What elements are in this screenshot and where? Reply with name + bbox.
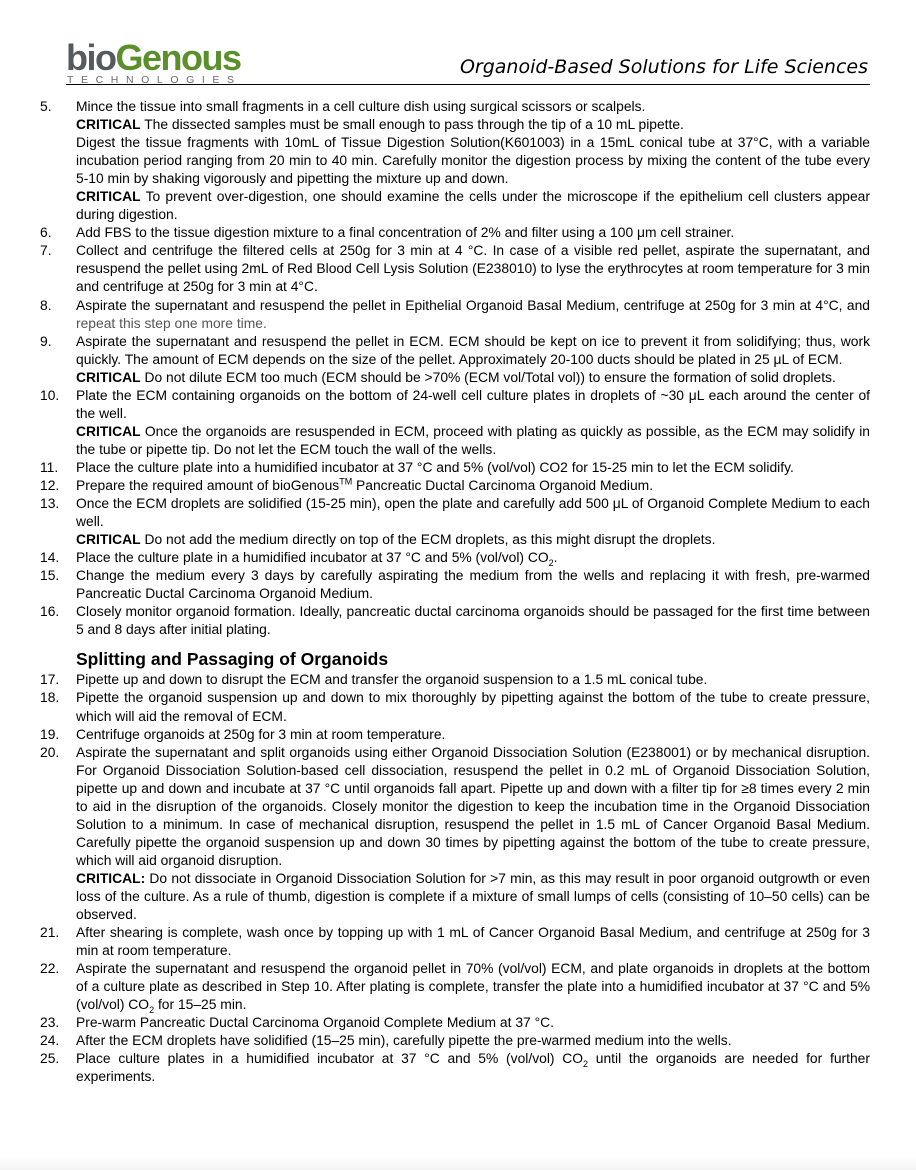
step-body	[76, 548, 870, 566]
step-number: 15.	[40, 567, 60, 584]
step-body	[76, 1049, 870, 1085]
step-23	[40, 1013, 870, 1031]
step-text: Place the culture plate into a humidified incubator at 37 °C and 5% (vol/vol) CO2 for 15-25 min to let the ECM solidify.	[76, 458, 794, 475]
step-7	[40, 241, 870, 295]
step-text-a: Place culture plates in a humidified incubator at 37 °C and 5% (vol/vol) CO	[76, 1050, 584, 1067]
step-number: 24.	[40, 1032, 60, 1049]
step-number: 12.	[40, 476, 60, 493]
step-body	[76, 386, 870, 458]
protocol-steps	[40, 97, 870, 1085]
step-10	[40, 386, 870, 458]
step-text	[76, 959, 870, 1016]
subscript: 2	[583, 1059, 589, 1070]
step-text-a: Aspirate the supernatant and resuspend the organoid pellet in 70% (vol/vol) ECM, and plate organoids in droplets at the bottom of a culture plate as described in Step 10. After plating is complete, transfer the plate into a humidified incubator at 37 °C and 5% (vol/vol) CO	[76, 960, 870, 1013]
logo-bio: bio	[66, 37, 116, 78]
step-text-a: Place the culture plate in a humidified incubator at 37 °C and 5% (vol/vol) CO	[76, 549, 549, 566]
step-number: 14.	[40, 549, 60, 566]
step-body	[76, 476, 870, 494]
step-24	[40, 1031, 870, 1049]
step-body	[76, 923, 870, 959]
step-text: Mince the tissue into small fragments in a cell culture dish using surgical scissors or scalpels.	[76, 98, 646, 114]
step-body	[76, 725, 870, 743]
step-text-gray: repeat this step one more time.	[76, 314, 267, 331]
step-15	[40, 566, 870, 602]
step-number: 23.	[40, 1014, 60, 1031]
step-body	[76, 670, 870, 688]
step-body	[76, 494, 870, 548]
logo-technologies: TECHNOLOGIES	[67, 74, 242, 86]
critical-note	[76, 869, 870, 923]
step-body	[76, 97, 870, 223]
step-18	[40, 688, 870, 724]
step-text: Closely monitor organoid formation. Ideally, pancreatic ductal carcinoma organoids should be passaged for the first time between 5 and 8 days after initial plating.	[76, 603, 870, 638]
step-text-b: until the organoids are needed for further experiments.	[76, 1050, 870, 1085]
step-number: 22.	[40, 960, 60, 977]
step-text: After shearing is complete, wash once by topping up with 1 mL of Cancer Organoid Basal Medium, and centrifuge at 250g for 3 min at room temperature.	[76, 924, 870, 959]
critical-text: Do not dilute ECM too much (ECM should be >70% (ECM vol/Total vol)) to ensure the formation of solid droplets.	[140, 368, 836, 385]
step-number: 21.	[40, 924, 60, 941]
step-text-a: Prepare the required amount of bioGenous	[76, 476, 340, 493]
step-number: 25.	[40, 1050, 60, 1067]
step-body	[76, 458, 870, 476]
step-number: 20.	[40, 743, 60, 760]
step-16	[40, 602, 870, 638]
critical-text: The dissected samples must be small enough to pass through the tip of a 10 mL pipette.	[140, 116, 684, 133]
critical-label: CRITICAL:	[76, 869, 146, 886]
step-text	[76, 1049, 870, 1085]
step-body	[76, 959, 870, 1016]
critical-label: CRITICAL	[76, 116, 141, 133]
step-13	[40, 494, 870, 548]
header-tagline: Organoid-Based Solutions for Life Sciences	[459, 56, 868, 78]
step-text: Collect and centrifuge the filtered cells at 250g for 3 min at 4 °C. In case of a visible red pellet, aspirate the supernatant, and resuspend the pellet using 2mL of Red Blood Cell Lysis Solution (E238010) to lyse the erythrocytes at room temperature for 3 min and centrifuge at 250g for 3 min at 4°C.	[76, 242, 870, 295]
step-number: 13.	[40, 495, 60, 512]
critical-note	[76, 368, 870, 386]
step-text: Centrifuge organoids at 250g for 3 min at room temperature.	[76, 725, 446, 742]
step-number: 9.	[40, 332, 52, 349]
header-divider	[66, 84, 870, 85]
step-text: Change the medium every 3 days by carefully aspirating the medium from the wells and replacing it with fresh, pre-warmed Pancreatic Ductal Carcinoma Organoid Medium.	[76, 567, 870, 602]
step-22	[40, 959, 870, 1016]
critical-text: To prevent over-digestion, one should examine the cells under the microscope if the epithelium cell clusters appear during digestion.	[76, 188, 870, 223]
step-number: 17.	[40, 671, 60, 688]
step-body	[76, 1013, 870, 1031]
step-number: 16.	[40, 603, 60, 620]
step-text-b: for 15–25 min.	[154, 996, 247, 1013]
step-number: 11.	[40, 458, 59, 475]
step-number: 19.	[40, 725, 60, 742]
step-9	[40, 332, 870, 386]
step-paragraph: Digest the tissue fragments with 10mL of Tissue Digestion Solution(K601003) in a 15mL conical tube at 37°C, with a variable incubation period ranging from 20 min to 40 min. Carefully monitor the digestion process by mixing the content of the tube every 5-10 min by shaking vigorously and pipetting the mixture up and down.	[76, 134, 870, 187]
critical-note	[76, 187, 870, 223]
step-body	[76, 332, 870, 386]
logo-wordmark	[66, 37, 266, 78]
section-heading: Splitting and Passaging of Organoids	[76, 649, 389, 670]
step-text: After the ECM droplets have solidified (15–25 min), carefully pipette the pre-warmed medium into the wells.	[76, 1032, 732, 1049]
step-25	[40, 1049, 870, 1085]
step-text-b: .	[553, 549, 558, 566]
step-text: Aspirate the supernatant and resuspend the pellet in ECM. ECM should be kept on ice to prevent it from solidifying; thus, work quickly. The amount of ECM depends on the size of the pellet. Approximately 20-100 ducts should be plated in 25 μL of ECM.	[76, 332, 870, 367]
step-body	[76, 566, 870, 602]
critical-label: CRITICAL	[76, 368, 141, 385]
subscript: 2	[149, 1005, 155, 1016]
step-number: 18.	[40, 689, 60, 706]
step-text: Pre-warm Pancreatic Ductal Carcinoma Organoid Complete Medium at 37 °C.	[76, 1014, 554, 1031]
step-5	[40, 97, 870, 223]
critical-note	[76, 422, 870, 458]
step-text-main: Aspirate the supernatant and resuspend the pellet in Epithelial Organoid Basal Medium, centrifuge at 250g for 3 min at 4°C, and	[76, 296, 870, 313]
step-6	[40, 223, 870, 241]
trademark-superscript: TM	[339, 476, 353, 487]
critical-label: CRITICAL	[76, 188, 141, 205]
critical-label: CRITICAL	[76, 531, 141, 548]
step-text: Once the ECM droplets are solidified (15-25 min), open the plate and carefully add 500 μL of Organoid Complete Medium to each well.	[76, 495, 870, 530]
step-body	[76, 743, 870, 923]
step-20	[40, 743, 870, 923]
step-text: Pipette the organoid suspension up and down to mix thoroughly by pipetting against the bottom of the tube to create pressure, which will aid the removal of ECM.	[76, 689, 870, 724]
step-8	[40, 296, 870, 332]
step-text: Pipette up and down to disrupt the ECM and transfer the organoid suspension to a 1.5 mL conical tube.	[76, 671, 708, 688]
step-body	[76, 602, 870, 638]
step-body	[76, 223, 870, 241]
critical-note	[76, 530, 870, 548]
step-body	[76, 1031, 870, 1049]
step-text	[76, 476, 870, 494]
critical-text: Once the organoids are resuspended in ECM, proceed with plating as quickly as possible, as the ECM may solidify in the tube or pipette tip. Do not let the ECM touch the wall of the wells.	[76, 422, 870, 457]
page-bottom-fade	[0, 1156, 916, 1170]
step-number: 10.	[40, 386, 60, 403]
biogenous-logo	[66, 37, 266, 86]
step-body	[76, 241, 870, 295]
step-text: Add FBS to the tissue digestion mixture to a final concentration of 2% and filter using a 100 μm cell strainer.	[76, 224, 735, 241]
step-19	[40, 725, 870, 743]
step-text	[76, 548, 870, 566]
step-number: 7.	[40, 242, 52, 259]
step-number: 5.	[40, 98, 52, 114]
step-text-b: Pancreatic Ductal Carcinoma Organoid Medium.	[352, 476, 654, 493]
step-11	[40, 458, 870, 476]
critical-text: Do not dissociate in Organoid Dissociation Solution for >7 min, as this may result in poor organoid outgrowth or even loss of the culture. As a rule of thumb, digestion is complete if a mixture of small lumps of cells (consisting of 10–50 cells) can be observed.	[76, 869, 870, 923]
step-body	[76, 296, 870, 332]
step-number: 6.	[40, 224, 52, 241]
critical-note	[76, 115, 870, 133]
step-text	[76, 296, 870, 332]
step-14	[40, 548, 870, 566]
critical-text: Do not add the medium directly on top of the ECM droplets, as this might disrupt the droplets.	[140, 531, 716, 548]
critical-label: CRITICAL	[76, 422, 141, 439]
step-12	[40, 476, 870, 494]
subscript: 2	[548, 557, 554, 568]
step-17	[40, 670, 870, 688]
step-text: Aspirate the supernatant and split organoids using either Organoid Dissociation Solution (E238001) or by mechanical disruption. For Organoid Dissociation Solution-based cell dissociation, resuspend the pellet in 0.2 mL of Organoid Dissociation Solution, pipette up and down and incubate at 37 °C until organoids fall apart. Pipette up and down with a filter tip for ≥8 times every 2 min to aid in the disruption of the organoids. Closely monitor the digestion to keep the incubation time in the Organoid Dissociation Solution to a minimum. In case of mechanical disruption, resuspend the pellet in 1.5 mL of Cancer Organoid Basal Medium. Carefully pipette the organoid suspension up and down 30 times by pipetting against the bottom of the tube to create pressure, which will aid organoid disruption.	[76, 743, 870, 868]
step-body	[76, 688, 870, 724]
step-21	[40, 923, 870, 959]
step-number: 8.	[40, 296, 52, 313]
logo-genous: Genous	[115, 37, 241, 78]
step-text: Plate the ECM containing organoids on the bottom of 24-well cell culture plates in droplets of ~30 μL each around the center of the well.	[76, 386, 870, 421]
